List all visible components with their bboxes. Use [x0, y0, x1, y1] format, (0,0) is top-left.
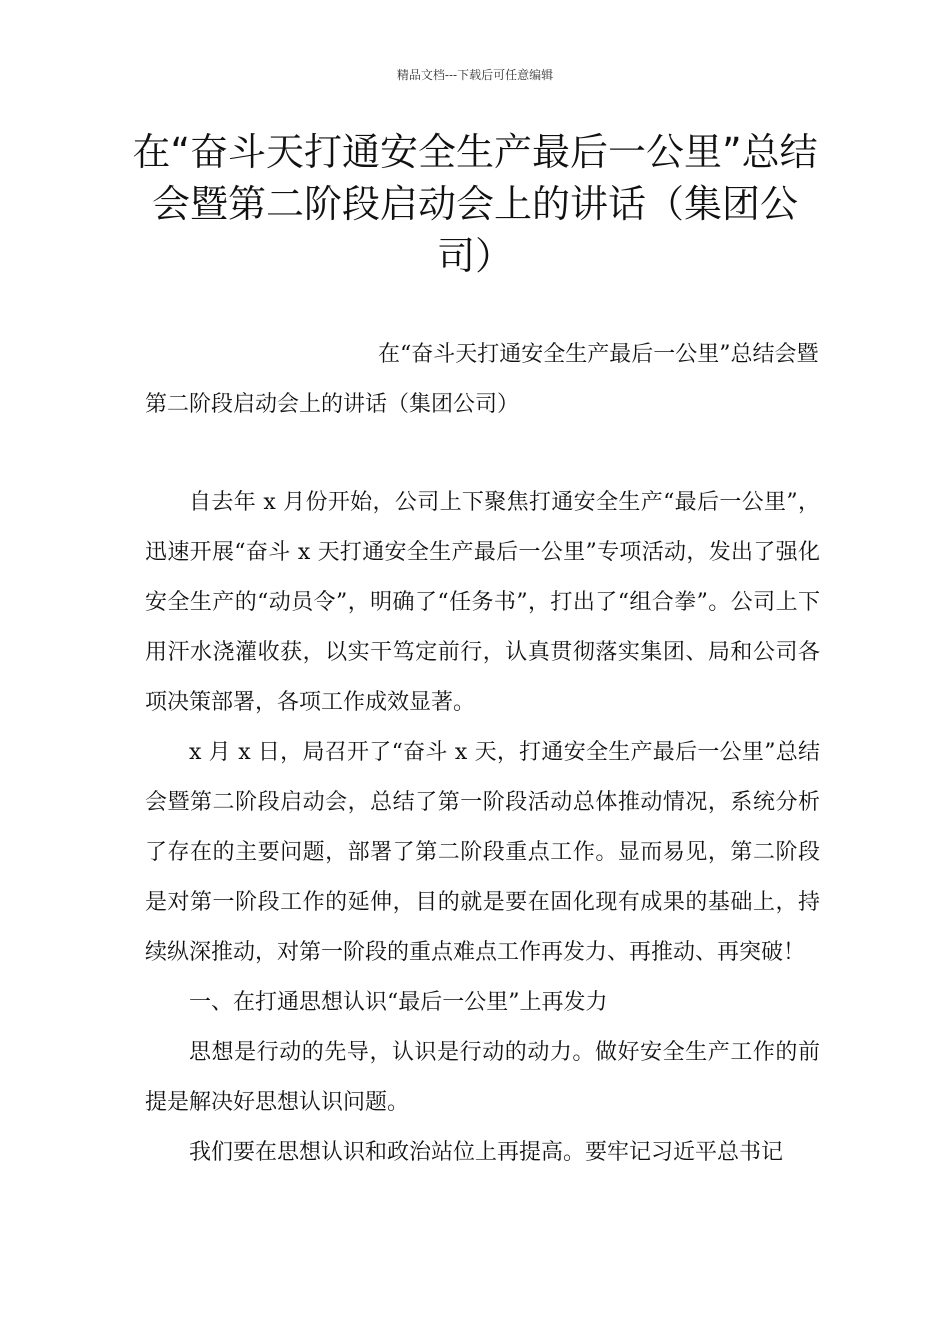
header-note: 精品文档---下载后可任意编辑	[396, 68, 554, 82]
paragraph-2: x 月 x 日，局召开了“奋斗 x 天，打通安全生产最后一公里”总结会暨第二阶段启动会，总结了第一阶段活动总体推动情况，系统分析了存在的主要问题，部署了第二阶段重点工作。显而易见，第二阶段是对第一阶段工作的延伸，目的就是要在固化现有成果的基础上，持续纵深推动，对第一阶段的重点难点工作再发力、再推动、再突破！	[145, 740, 820, 965]
paragraph-4: 我们要在思想认识和政治站位上再提高。要牢记习近平总书记	[189, 1140, 784, 1165]
document-subtitle: 在“奋斗天打通安全生产最后一公里”总结会暨第二阶段启动会上的讲话（集团公司）	[145, 342, 819, 417]
paragraph-1: 自去年 x 月份开始，公司上下聚焦打通安全生产“最后一公里”，迅速开展“奋斗 x 天打通安全生产最后一公里”专项活动，发出了强化安全生产的“动员令”，明确了“任务书”，打出了“组合拳”。公司上下用汗水浇灌收获，以实干笃定前行，认真贯彻落实集团、局和公司各项决策部署，各项工作成效显著。	[145, 490, 820, 715]
document-title: 在“奋斗天打通安全生产最后一公里”总结会暨第二阶段启动会上的讲话（集团公司）	[132, 130, 818, 278]
document-body	[145, 478, 820, 1178]
paragraph-3: 思想是行动的先导，认识是行动的动力。做好安全生产工作的前提是解决好思想认识问题。	[145, 1040, 820, 1115]
section-heading-1: 一、在打通思想认识“最后一公里”上再发力	[189, 990, 608, 1015]
